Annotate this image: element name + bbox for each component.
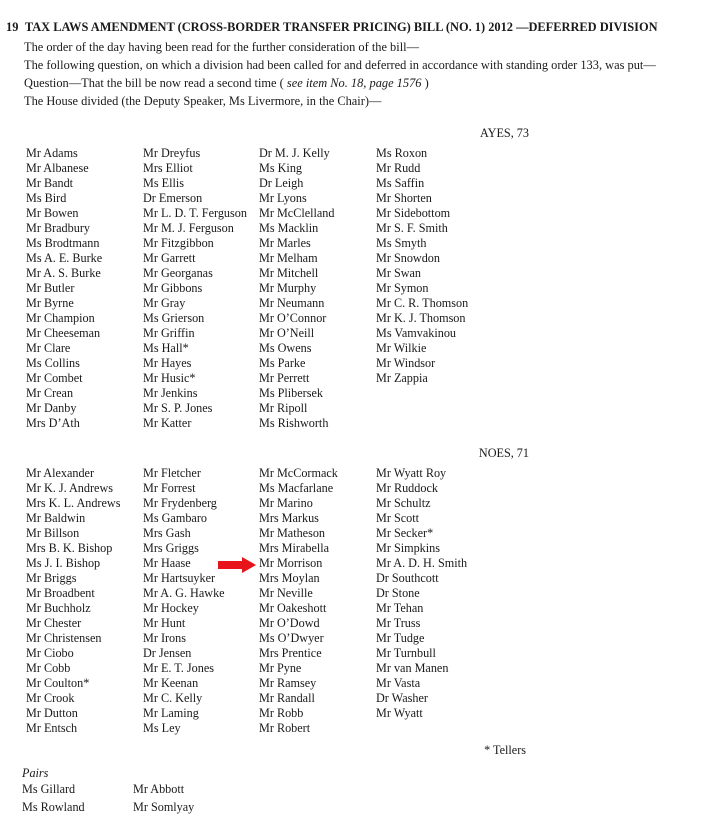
member-name: Mrs Griggs xyxy=(143,541,199,555)
member-name: Mr Chester xyxy=(26,616,82,630)
member-name: Ms King xyxy=(259,161,303,175)
member-name: Mrs Markus xyxy=(259,511,319,525)
member-name: Mr Husic* xyxy=(143,371,196,385)
item-number: 19 xyxy=(6,20,19,34)
member-name: Mr Georganas xyxy=(143,266,213,280)
member-name: Mr Bowen xyxy=(26,206,79,220)
member-name: Mr Neville xyxy=(259,586,313,600)
member-name: Mr Mitchell xyxy=(259,266,319,280)
ayes-tally: AYES, 73 xyxy=(480,126,529,140)
member-name: Dr Washer xyxy=(376,691,428,705)
member-name: Mrs Mirabella xyxy=(259,541,330,555)
member-name: Mr C. R. Thomson xyxy=(376,296,469,310)
member-name: Mrs Elliot xyxy=(143,161,193,175)
member-name: Mr Zappia xyxy=(376,371,428,385)
member-name: Mr Randall xyxy=(259,691,315,705)
member-name: Ms Macfarlane xyxy=(259,481,334,495)
member-name: Mr Pyne xyxy=(259,661,302,675)
member-name: Mr Tehan xyxy=(376,601,424,615)
member-name: Mr Oakeshott xyxy=(259,601,327,615)
member-name: Mr Hartsuyker xyxy=(143,571,216,585)
member-name: Mr Bradbury xyxy=(26,221,90,235)
member-name: Mr Garrett xyxy=(143,251,196,265)
item-reference: see item No. 18, page 1576 xyxy=(286,76,422,90)
member-name: Mr Vasta xyxy=(376,676,421,690)
member-name: Ms Bird xyxy=(26,191,67,205)
member-name: Mr Frydenberg xyxy=(143,496,217,510)
member-name: Mr Jenkins xyxy=(143,386,198,400)
red-arrow-icon xyxy=(218,557,256,573)
order-of-day-text: The order of the day having been read for the further consideration of the bill— xyxy=(24,40,419,54)
member-name: Mr Secker* xyxy=(376,526,434,540)
member-name: Mr Neumann xyxy=(259,296,325,310)
member-name: Mr Billson xyxy=(26,526,80,540)
noes-tally: NOES, 71 xyxy=(478,446,529,460)
question-text xyxy=(24,76,429,91)
member-name: Dr Stone xyxy=(376,586,420,600)
member-name: Ms Rowland xyxy=(22,800,85,814)
member-name: Mr Lyons xyxy=(259,191,307,205)
member-name: Mr Rudd xyxy=(376,161,421,175)
member-name: Mr A. G. Hawke xyxy=(143,586,225,600)
member-name: Mr Buchholz xyxy=(26,601,91,615)
member-name: Mr Entsch xyxy=(26,721,78,735)
member-name: Mr Alexander xyxy=(26,466,95,480)
member-name: Mr Cheeseman xyxy=(26,326,101,340)
member-name: Mr Somlyay xyxy=(133,800,195,814)
member-name: Mr Katter xyxy=(143,416,192,430)
member-name: Ms Brodtmann xyxy=(26,236,100,250)
member-name: Mr Briggs xyxy=(26,571,77,585)
member-name: Mr Windsor xyxy=(376,356,436,370)
noes-column xyxy=(259,466,338,736)
member-name: Mr Ruddock xyxy=(376,481,438,495)
member-name: Dr Leigh xyxy=(259,176,304,190)
question-put-text: The following question, on which a division had been called for and deferred in accordance with standing order 133, was put— xyxy=(24,58,656,72)
member-name: Mr Baldwin xyxy=(26,511,86,525)
member-name: Ms Ellis xyxy=(143,176,184,190)
member-name: Mr Turnbull xyxy=(376,646,436,660)
member-name: Mr Swan xyxy=(376,266,422,280)
member-name: Mr K. J. Thomson xyxy=(376,311,466,325)
member-name: Mr Hockey xyxy=(143,601,199,615)
member-name: Mr Crook xyxy=(26,691,75,705)
member-name: Mr M. J. Ferguson xyxy=(143,221,234,235)
member-name: Mr Marles xyxy=(259,236,311,250)
pairs-title: Pairs xyxy=(22,766,49,780)
member-name: Mr Morrison xyxy=(259,556,323,570)
member-name: Mr Irons xyxy=(143,631,186,645)
member-name: Mr Byrne xyxy=(26,296,74,310)
member-name: Ms J. I. Bishop xyxy=(26,556,101,570)
member-name: Mr A. S. Burke xyxy=(26,266,101,280)
member-name: Mr Wyatt Roy xyxy=(376,466,447,480)
member-name: Mr Keenan xyxy=(143,676,199,690)
member-name: Mr Coulton* xyxy=(26,676,90,690)
member-name: Mr Schultz xyxy=(376,496,431,510)
member-name: Ms Owens xyxy=(259,341,312,355)
member-name: Ms Grierson xyxy=(143,311,205,325)
member-name: Mrs D’Ath xyxy=(26,416,80,430)
member-name: Mr Ripoll xyxy=(259,401,308,415)
member-name: Mr Snowdon xyxy=(376,251,440,265)
member-name: Ms Collins xyxy=(26,356,80,370)
member-name: Mrs B. K. Bishop xyxy=(26,541,113,555)
member-name: Mr Hayes xyxy=(143,356,192,370)
member-name: Mr Broadbent xyxy=(26,586,95,600)
member-name: Mr Clare xyxy=(26,341,71,355)
member-name: Mr Griffin xyxy=(143,326,195,340)
ayes-column xyxy=(259,146,334,431)
noes-column xyxy=(26,466,120,736)
item-heading xyxy=(6,20,658,35)
member-name: Ms Gambaro xyxy=(143,511,207,525)
member-name: Mr Ramsey xyxy=(259,676,317,690)
member-name: Mr Fitzgibbon xyxy=(143,236,214,250)
member-name: Ms Hall* xyxy=(143,341,189,355)
member-name: Ms Vamvakinou xyxy=(376,326,457,340)
member-name: Ms Rishworth xyxy=(259,416,329,430)
member-name: Mr Gibbons xyxy=(143,281,203,295)
member-name: Mr Champion xyxy=(26,311,95,325)
member-name: Mr Hunt xyxy=(143,616,186,630)
member-name: Mr Wilkie xyxy=(376,341,427,355)
member-name: Mrs Moylan xyxy=(259,571,320,585)
question-text-close: ) xyxy=(424,76,429,90)
member-name: Mr Laming xyxy=(143,706,199,720)
member-name: Mr Danby xyxy=(26,401,77,415)
member-name: Mr Perrett xyxy=(259,371,310,385)
member-name: Mr Dutton xyxy=(26,706,78,720)
member-name: Mr Crean xyxy=(26,386,74,400)
member-name: Mr Christensen xyxy=(26,631,102,645)
member-name: Mr Forrest xyxy=(143,481,196,495)
member-name: Ms Parke xyxy=(259,356,306,370)
noes-column xyxy=(376,466,467,721)
member-name: Mr Wyatt xyxy=(376,706,423,720)
pairs-left-column xyxy=(22,782,85,818)
member-name: Mr K. J. Andrews xyxy=(26,481,114,495)
member-name: Mr Murphy xyxy=(259,281,317,295)
member-name: Mr Marino xyxy=(259,496,313,510)
member-name: Mr Symon xyxy=(376,281,429,295)
member-name: Ms Roxon xyxy=(376,146,428,160)
member-name: Mr Melham xyxy=(259,251,318,265)
member-name: Mr Adams xyxy=(26,146,78,160)
member-name: Ms Saffin xyxy=(376,176,425,190)
member-name: Dr Jensen xyxy=(143,646,192,660)
pairs-right-column xyxy=(133,782,194,818)
question-text-main: Question—That the bill be now read a second time ( xyxy=(24,76,284,90)
tellers-note: * Tellers xyxy=(484,743,526,757)
member-name: Mr McCormack xyxy=(259,466,338,480)
member-name: Mr C. Kelly xyxy=(143,691,203,705)
member-name: Ms Gillard xyxy=(22,782,76,796)
ayes-column xyxy=(143,146,247,431)
member-name: Mr S. F. Smith xyxy=(376,221,448,235)
member-name: Mr O’Connor xyxy=(259,311,327,325)
ayes-column xyxy=(26,146,102,431)
member-name: Ms Smyth xyxy=(376,236,427,250)
red-arrow-shape xyxy=(218,557,256,573)
noes-column xyxy=(143,466,225,736)
member-name: Mr L. D. T. Ferguson xyxy=(143,206,247,220)
member-name: Mr Combet xyxy=(26,371,83,385)
member-name: Mr Ciobo xyxy=(26,646,74,660)
member-name: Mr Sidebottom xyxy=(376,206,451,220)
member-name: Mr McClelland xyxy=(259,206,335,220)
member-name: Mr Shorten xyxy=(376,191,432,205)
member-name: Mr Robert xyxy=(259,721,311,735)
member-name: Mr A. D. H. Smith xyxy=(376,556,468,570)
member-name: Mr Matheson xyxy=(259,526,326,540)
member-name: Mr O’Neill xyxy=(259,326,315,340)
member-name: Mrs Gash xyxy=(143,526,191,540)
member-name: Dr M. J. Kelly xyxy=(259,146,330,160)
member-name: Mr Cobb xyxy=(26,661,71,675)
member-name: Mr Dreyfus xyxy=(143,146,201,160)
member-name: Ms Ley xyxy=(143,721,181,735)
member-name: Mr Truss xyxy=(376,616,421,630)
member-name: Mrs Prentice xyxy=(259,646,322,660)
member-name: Mr S. P. Jones xyxy=(143,401,213,415)
member-name: Mr Simpkins xyxy=(376,541,440,555)
member-name: Mr E. T. Jones xyxy=(143,661,214,675)
member-name: Mr Scott xyxy=(376,511,419,525)
ayes-column xyxy=(376,146,468,386)
member-name: Ms A. E. Burke xyxy=(26,251,103,265)
member-name: Ms O’Dwyer xyxy=(259,631,324,645)
member-name: Mr Butler xyxy=(26,281,75,295)
member-name: Mr Bandt xyxy=(26,176,74,190)
item-title: TAX LAWS AMENDMENT (CROSS-BORDER TRANSFER PRICING) BILL (NO. 1) 2012 —DEFERRED DIVISION xyxy=(24,20,658,34)
member-name: Mr Haase xyxy=(143,556,191,570)
member-name: Mr Abbott xyxy=(133,782,185,796)
member-name: Mr Robb xyxy=(259,706,304,720)
member-name: Mr Tudge xyxy=(376,631,425,645)
member-name: Mr Fletcher xyxy=(143,466,201,480)
member-name: Ms Plibersek xyxy=(259,386,323,400)
member-name: Ms Macklin xyxy=(259,221,319,235)
member-name: Mr van Manen xyxy=(376,661,449,675)
member-name: Dr Emerson xyxy=(143,191,203,205)
member-name: Mr O’Dowd xyxy=(259,616,320,630)
member-name: Mr Gray xyxy=(143,296,186,310)
member-name: Mr Albanese xyxy=(26,161,89,175)
member-name: Dr Southcott xyxy=(376,571,439,585)
member-name: Mrs K. L. Andrews xyxy=(26,496,121,510)
house-divided-text: The House divided (the Deputy Speaker, Ms Livermore, in the Chair)— xyxy=(24,94,382,108)
